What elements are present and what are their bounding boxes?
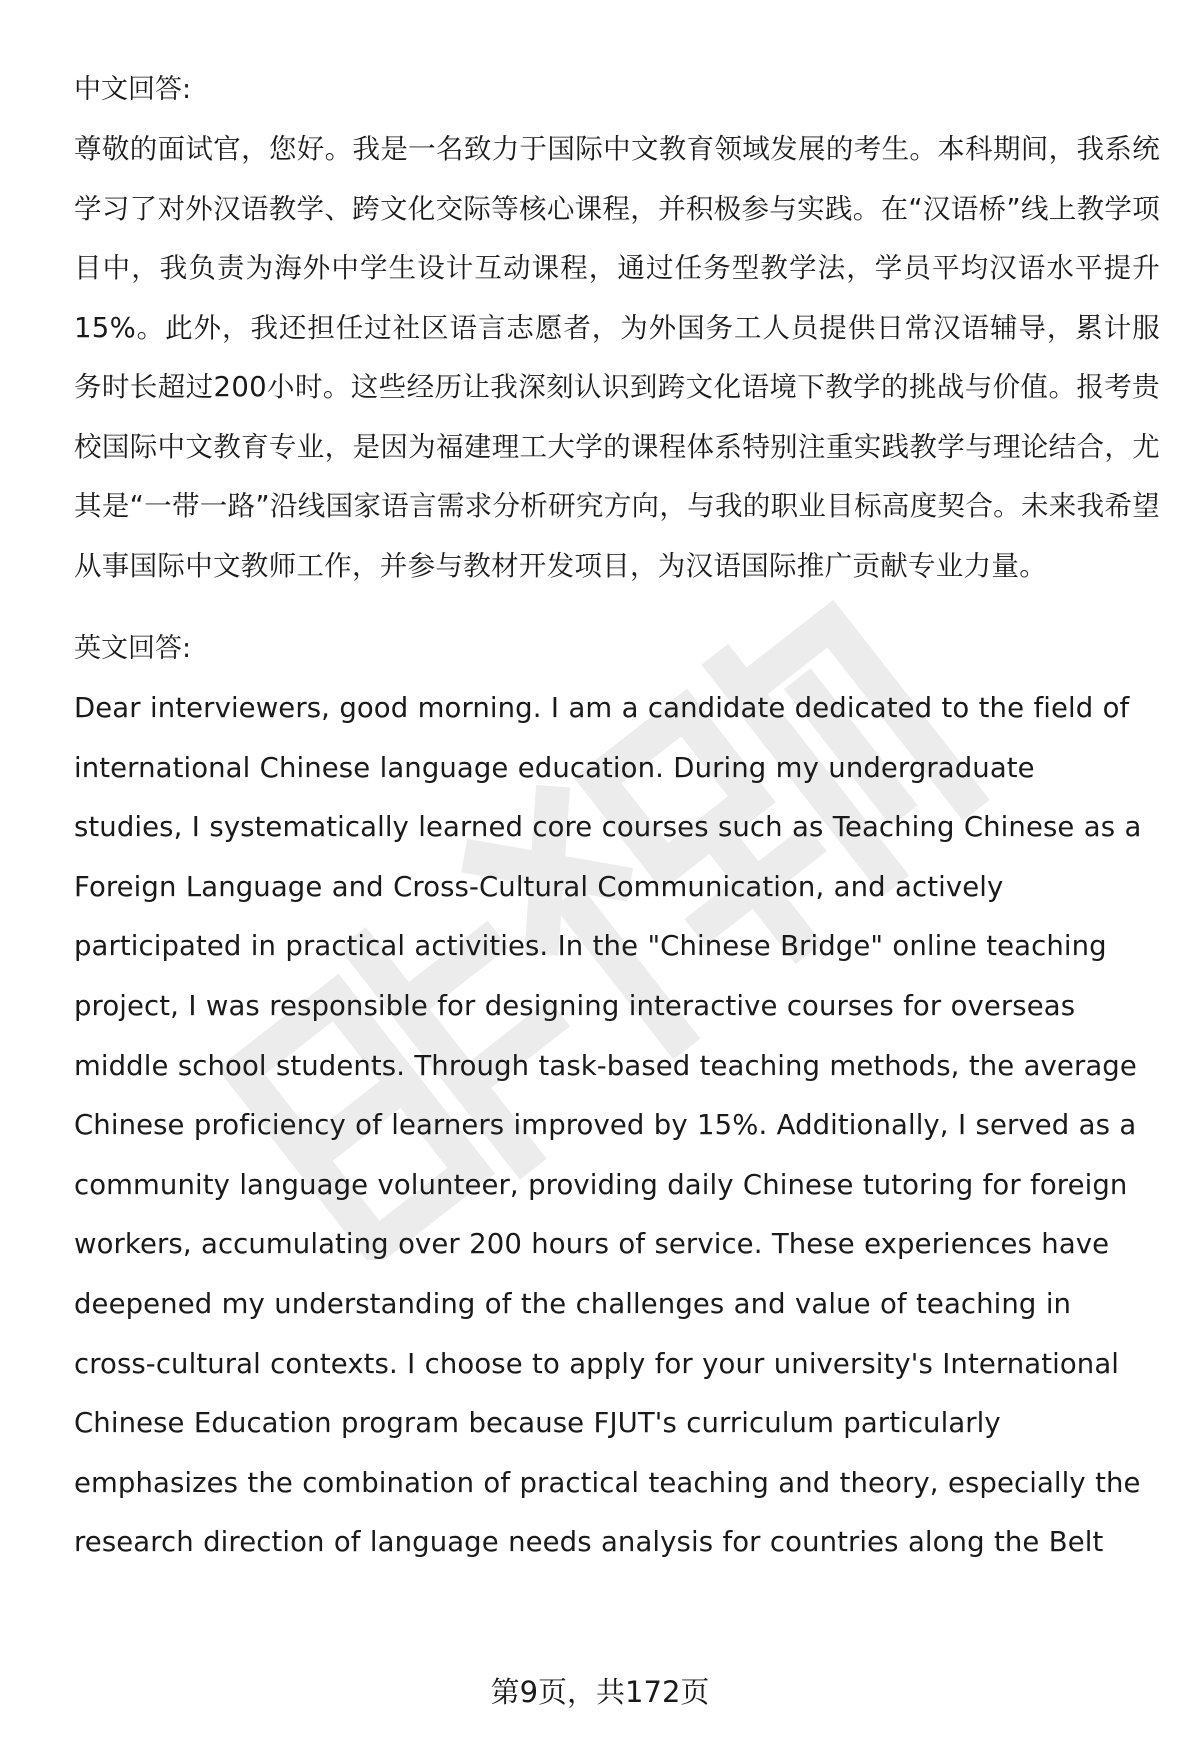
english-line: Chinese Education program because FJUT's curriculum particularly [74, 1407, 1001, 1440]
english-line: studies, I systematically learned core courses such as Teaching Chinese as a [74, 811, 1142, 844]
english-line: participated in practical activities. In the "Chinese Bridge" online teaching [74, 930, 1107, 963]
english-line: research direction of language needs analysis for countries along the Belt [74, 1526, 1104, 1559]
section-gap [74, 596, 1160, 619]
english-answer-text [74, 679, 1160, 1573]
english-line: deepened my understanding of the challenges and value of teaching in [74, 1287, 1072, 1320]
answer-content [74, 60, 1160, 1573]
english-line: project, I was responsible for designing interactive courses for overseas [74, 989, 1076, 1022]
english-line: cross-cultural contexts. I choose to apply for your university's International [74, 1347, 1120, 1380]
english-line: Chinese proficiency of learners improved by 15%. Additionally, I served as a [74, 1109, 1137, 1142]
english-answer-label: 英文回答: [74, 633, 192, 664]
english-line: Dear interviewers, good morning. I am a candidate dedicated to the field of [74, 692, 1130, 724]
english-line: workers, accumulating over 200 hours of service. These experiences have [74, 1228, 1110, 1261]
chinese-answer-text: 尊敬的面试官，您好。我是一名致力于国际中文教育领域发展的考生。本科期间，我系统学习了对外汉语教学、跨文化交际等核心课程，并积极参与实践。在“汉语桥”线上教学项目中，我负责为海外中学生设计互动课程，通过任务型教学法，学员平均汉语水平提升15%。此外，我还担任过社区语言志愿者，为外国务工人员提供日常汉语辅导，累计服务时长超过200小时。这些经历让我深刻认识到跨文化语境下教学的挑战与价值。报考贵校国际中文教育专业，是因为福建理工大学的课程体系特别注重实践教学与理论结合，尤其是“一带一路”沿线国家语言需求分析研究方向，与我的职业目标高度契合。未来我希望从事国际中文教师工作，并参与教材开发项目，为汉语国际推广贡献专业力量。 [74, 133, 1160, 582]
page-indicator: 第9页，共172页 [490, 1675, 710, 1709]
english-line: community language volunteer, providing daily Chinese tutoring for foreign [74, 1168, 1128, 1201]
english-line: Foreign Language and Cross-Cultural Communication, and actively [74, 870, 1004, 903]
chinese-answer-label: 中文回答: [74, 74, 192, 105]
english-line: middle school students. Through task-based teaching methods, the average [74, 1049, 1137, 1082]
english-line: emphasizes the combination of practical teaching and theory, especially the [74, 1466, 1141, 1499]
english-line: international Chinese language education. During my undergraduate [74, 751, 1035, 784]
